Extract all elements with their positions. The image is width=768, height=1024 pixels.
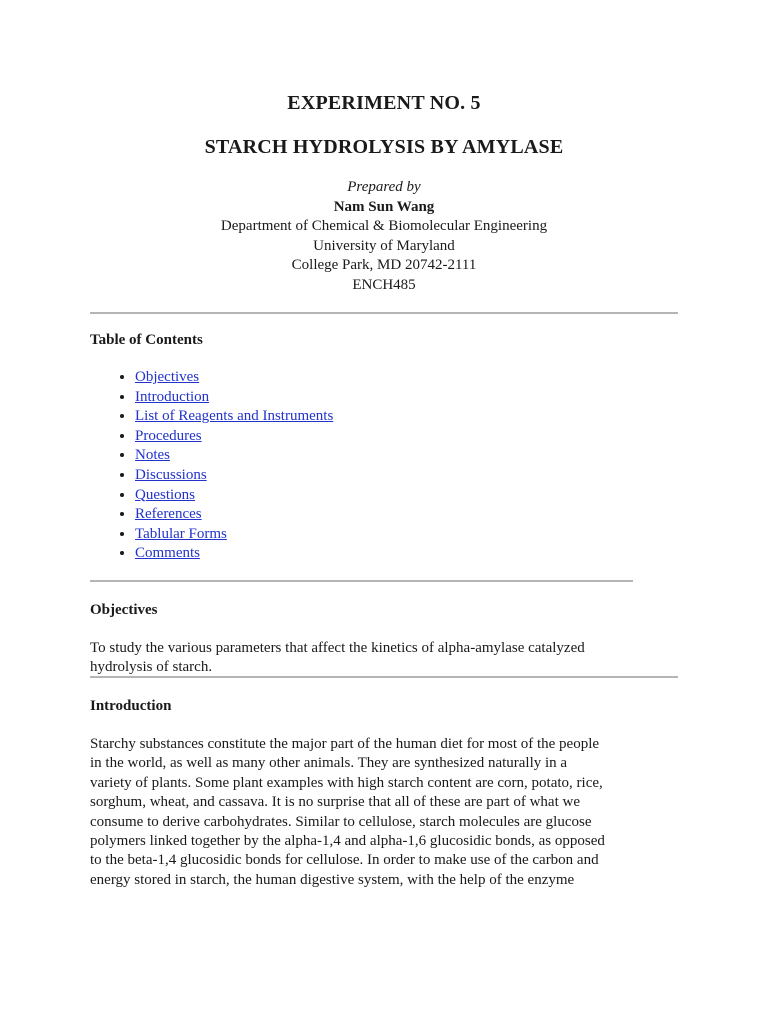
introduction-line: polymers linked together by the alpha-1,4 and alpha-1,6 glucosidic bonds, as opposed xyxy=(90,833,605,850)
toc-heading: Table of Contents xyxy=(90,332,203,348)
toc-item xyxy=(135,427,333,447)
introduction-line: in the world, as well as many other animals. They are synthesized naturally in a xyxy=(90,755,568,772)
toc-link-comments[interactable]: Comments xyxy=(135,545,201,562)
objectives-line: hydrolysis of starch. xyxy=(90,659,213,676)
toc-item xyxy=(135,368,333,388)
divider-objectives xyxy=(90,676,678,678)
toc-item xyxy=(135,407,333,427)
toc-item xyxy=(135,525,333,545)
department-name: Department of Chemical & Biomolecular Engineering xyxy=(220,218,548,235)
toc-item xyxy=(135,388,333,408)
experiment-title: EXPERIMENT NO. 5 xyxy=(287,92,481,114)
university-name: University of Maryland xyxy=(313,237,455,254)
toc-link-tabular-forms[interactable]: Tablular Forms xyxy=(135,525,227,542)
experiment-subtitle: STARCH HYDROLYSIS BY AMYLASE xyxy=(204,136,564,158)
divider-top xyxy=(90,312,678,314)
introduction-heading: Introduction xyxy=(90,698,172,714)
introduction-line: energy stored in starch, the human digestive system, with the help of the enzyme xyxy=(90,871,575,888)
toc-item xyxy=(135,466,333,486)
prepared-by-label: Prepared by xyxy=(347,179,421,195)
toc-item xyxy=(135,544,333,564)
objectives-heading: Objectives xyxy=(90,602,158,618)
toc-link-references[interactable]: References xyxy=(135,506,202,523)
toc-link-questions[interactable]: Questions xyxy=(135,486,195,503)
objectives-text xyxy=(90,639,678,678)
introduction-line: variety of plants. Some plant examples with high starch content are corn, potato, rice, xyxy=(90,774,603,791)
toc-link-objectives[interactable]: Objectives xyxy=(135,369,200,385)
byline xyxy=(90,178,678,296)
objectives-line: To study the various parameters that affect the kinetics of alpha-amylase catalyzed xyxy=(90,640,585,656)
toc-item xyxy=(135,446,333,466)
introduction-line: sorghum, wheat, and cassava. It is no surprise that all of these are part of what we xyxy=(90,794,580,811)
address: College Park, MD 20742-2111 xyxy=(291,257,477,274)
toc-link-notes[interactable]: Notes xyxy=(135,447,170,464)
toc-link-reagents[interactable]: List of Reagents and Instruments xyxy=(135,408,334,425)
toc-link-introduction[interactable]: Introduction xyxy=(135,388,210,405)
toc-list xyxy=(90,368,333,564)
toc-link-procedures[interactable]: Procedures xyxy=(135,427,202,444)
introduction-line: consume to derive carbohydrates. Similar to cellulose, starch molecules are glucose xyxy=(90,813,592,830)
toc-link-discussions[interactable]: Discussions xyxy=(135,466,207,483)
toc-item xyxy=(135,486,333,506)
author-name: Nam Sun Wang xyxy=(333,198,435,215)
introduction-line: Starchy substances constitute the major part of the human diet for most of the people xyxy=(90,736,600,752)
course-code: ENCH485 xyxy=(352,276,416,293)
divider-toc xyxy=(90,580,633,582)
toc-item xyxy=(135,505,333,525)
introduction-text xyxy=(90,735,678,890)
introduction-line: to the beta-1,4 glucosidic bonds for cellulose. In order to make use of the carbon and xyxy=(90,852,599,869)
